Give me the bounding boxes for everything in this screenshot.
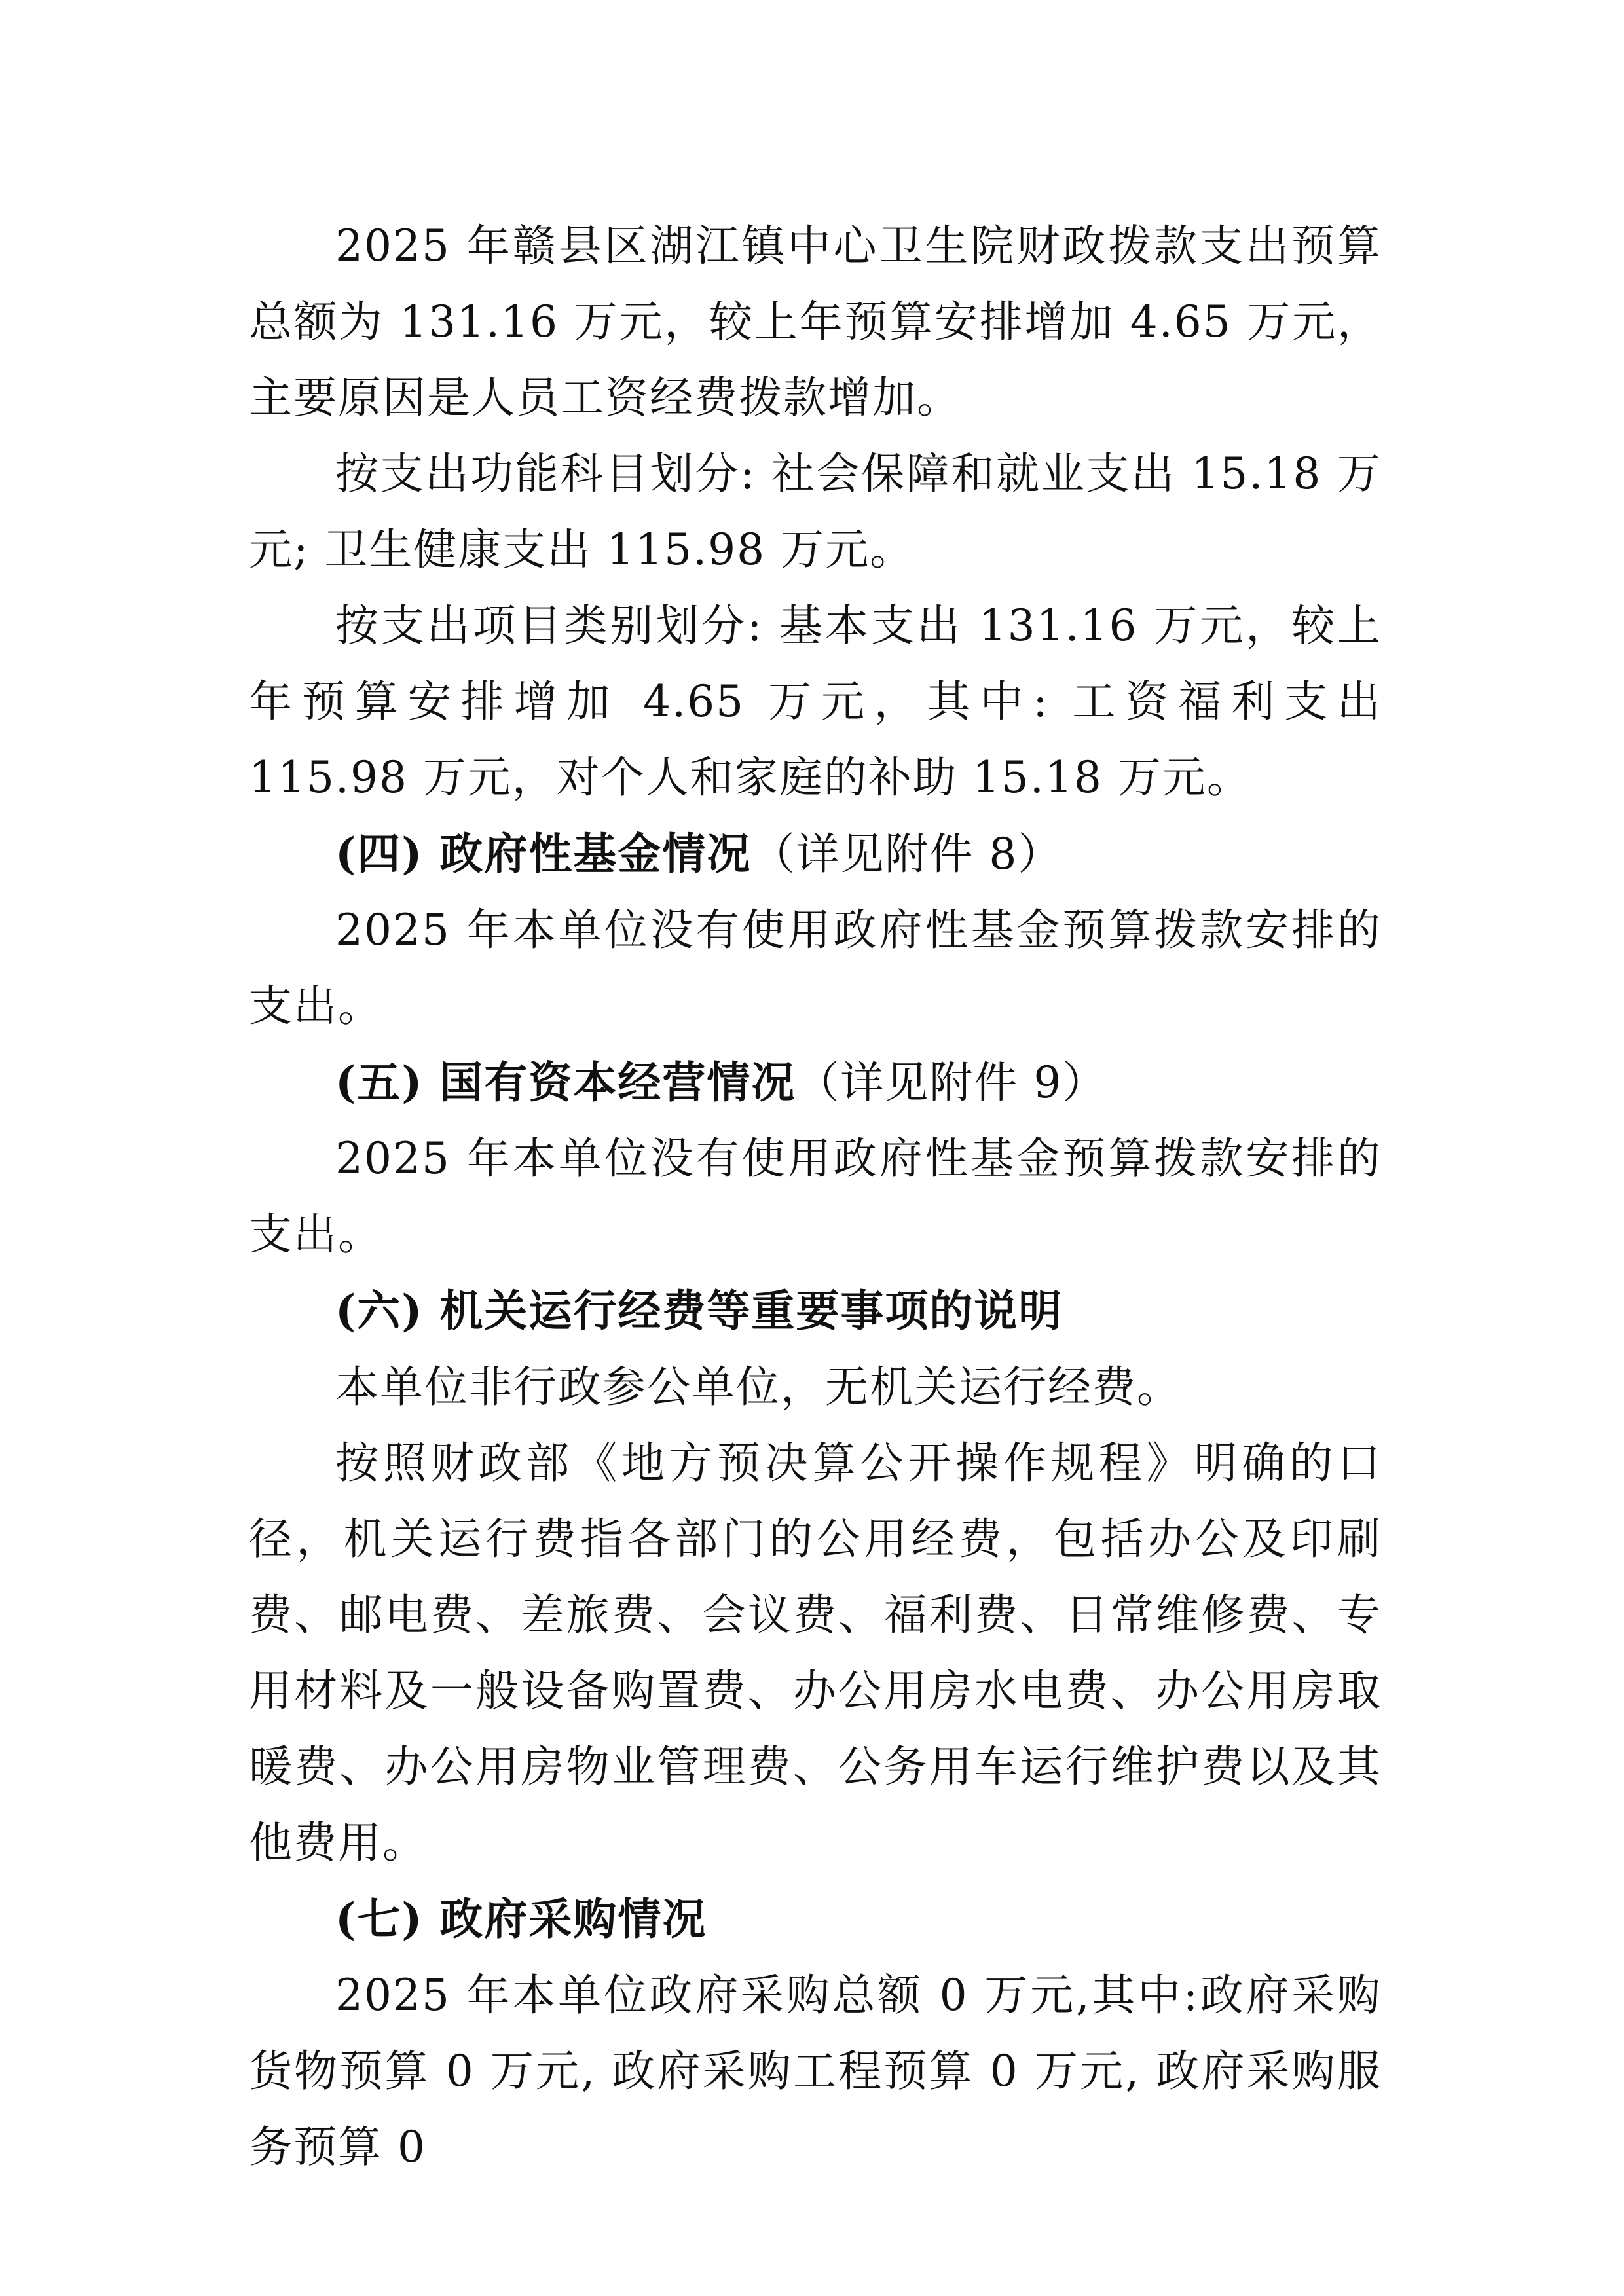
paragraph-operating-expenses-definition: 按照财政部《地方预决算公开操作规程》明确的口径，机关运行费指各部门的公用经费，包括办公及印刷费、邮电费、差旅费、会议费、福利费、日常维修费、专用材料及一般设备购置费、办公用房水电费、办公用房取暖费、办公用房物业管理费、公务用车运行维护费以及其他费用。 bbox=[249, 1438, 1382, 1868]
paragraph-procurement: 2025 年本单位政府采购总额 0 万元,其中:政府采购货物预算 0 万元, 政府采购工程预算 0 万元, 政府采购服务预算 0 bbox=[249, 1970, 1382, 2172]
paragraph-government-fund: 2025 年本单位没有使用政府性基金预算拨款安排的支出。 bbox=[249, 905, 1382, 1031]
paragraph-project-classification: 按支出项目类别划分: 基本支出 131.16 万元，较上年预算安排增加 4.65 万元，其中: 工资福利支出 115.98 万元，对个人和家庭的补助 15.18 万元。 bbox=[249, 600, 1382, 803]
heading-procurement bbox=[249, 1881, 1382, 1958]
document-body bbox=[249, 208, 1382, 2185]
heading-government-fund-note: （详见附件 8） bbox=[751, 829, 1063, 879]
heading-government-fund-title: (四) 政府性基金情况 bbox=[335, 828, 752, 879]
heading-operating-expenses-title: (六) 机关运行经费等重要事项的说明 bbox=[335, 1285, 1063, 1336]
heading-state-capital-title: (五) 国有资本经营情况 bbox=[335, 1057, 796, 1108]
paragraph-budget-total: 2025 年赣县区湖江镇中心卫生院财政拨款支出预算总额为 131.16 万元，较上年预算安排增加 4.65 万元，主要原因是人员工资经费拨款增加。 bbox=[249, 221, 1382, 423]
heading-operating-expenses bbox=[249, 1273, 1382, 1349]
paragraph-no-operating-expenses: 本单位非行政参公单位，无机关运行经费。 bbox=[335, 1362, 1181, 1412]
heading-government-fund bbox=[249, 816, 1382, 892]
heading-state-capital-note: （详见附件 9） bbox=[796, 1057, 1107, 1108]
paragraph-state-capital: 2025 年本单位没有使用政府性基金预算拨款安排的支出。 bbox=[249, 1133, 1382, 1260]
heading-state-capital bbox=[249, 1044, 1382, 1121]
heading-procurement-title: (七) 政府采购情况 bbox=[335, 1893, 707, 1944]
paragraph-functional-classification: 按支出功能科目划分: 社会保障和就业支出 15.18 万元; 卫生健康支出 115.98 万元。 bbox=[249, 448, 1382, 575]
